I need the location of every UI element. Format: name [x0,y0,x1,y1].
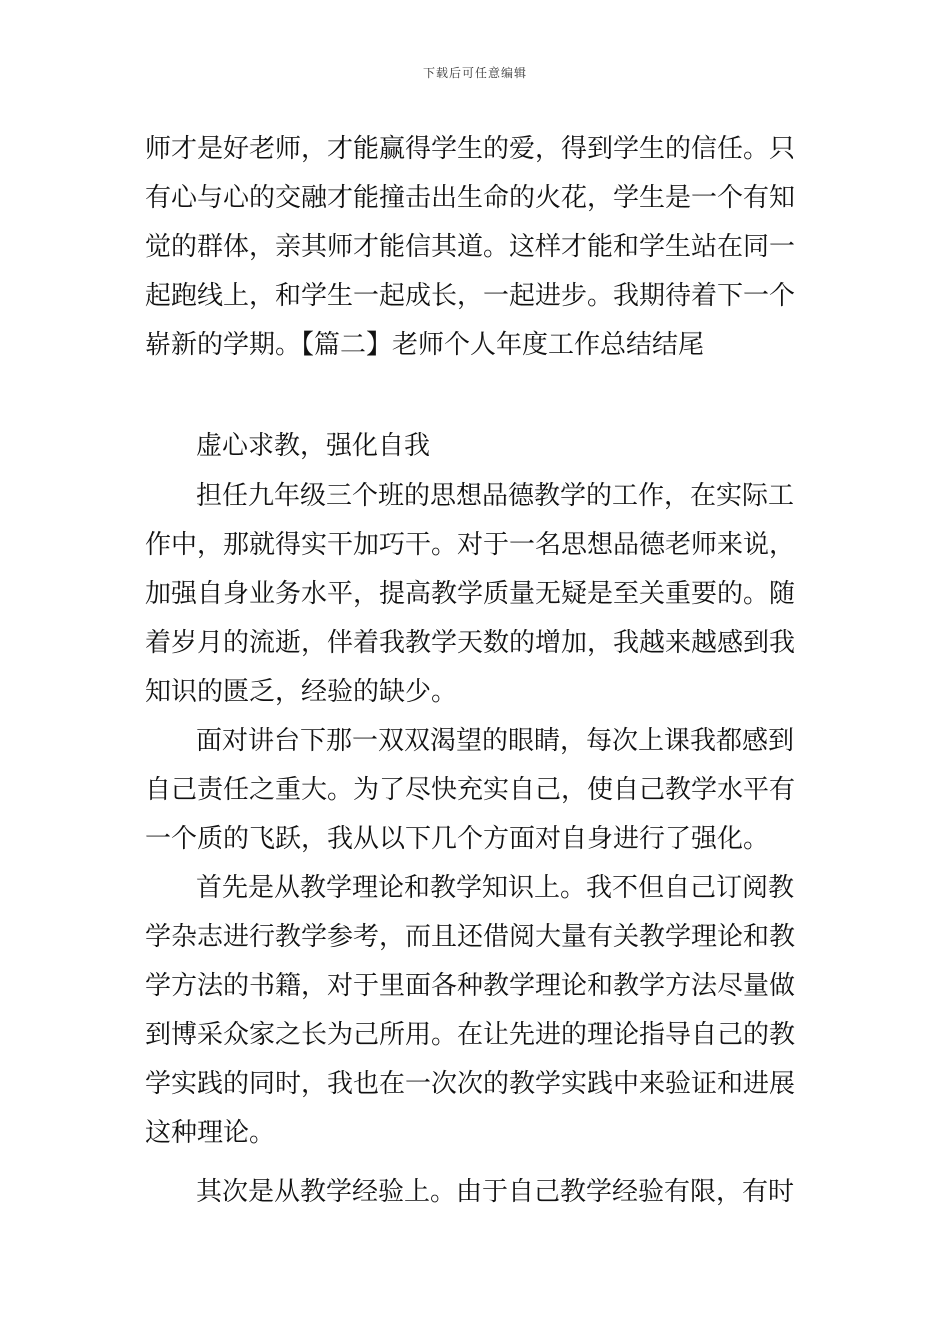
section-heading: 虚心求教，强化自我 [196,431,431,461]
text-line: 有心与心的交融才能撞击出生命的火花，学生是一个有知 [145,183,796,213]
text-line: 面对讲台下那一双双渴望的眼睛，每次上课我都感到 [196,726,795,756]
text-line: 学杂志进行教学参考，而且还借阅大量有关教学理论和教 [145,922,796,952]
text-line: 知识的匮乏，经验的缺少。 [145,677,458,707]
text-line: 作中，那就得实干加巧干。对于一名思想品德老师来说， [145,530,796,560]
text-line: 崭新的学期。【篇二】老师个人年度工作总结结尾 [145,330,705,360]
page-header: 下载后可任意编辑 [422,66,527,80]
text-line: 学实践的同时，我也在一次次的教学实践中来验证和进展 [145,1069,796,1099]
text-line: 学方法的书籍，对于里面各种教学理论和教学方法尽量做 [145,971,796,1001]
text-line: 其次是从教学经验上。由于自己教学经验有限，有时 [196,1177,795,1207]
text-line: 师才是好老师，才能赢得学生的爱，得到学生的信任。只 [145,134,796,164]
text-line: 觉的群体，亲其师才能信其道。这样才能和学生站在同一 [145,232,796,262]
text-line: 自己责任之重大。为了尽快充实自己，使自己教学水平有 [145,775,796,805]
text-line: 这种理论。 [145,1118,276,1148]
text-line: 首先是从教学理论和教学知识上。我不但自己订阅教 [196,873,795,903]
text-line: 到博采众家之长为己所用。在让先进的理论指导自己的教 [145,1020,796,1050]
text-line: 加强自身业务水平，提高教学质量无疑是至关重要的。随 [145,579,796,609]
text-line: 起跑线上，和学生一起成长，一起进步。我期待着下一个 [145,281,796,311]
text-line: 一个质的飞跃，我从以下几个方面对自身进行了强化。 [145,824,770,854]
text-line: 着岁月的流逝，伴着我教学天数的增加，我越来越感到我 [145,628,796,658]
text-line: 担任九年级三个班的思想品德教学的工作，在实际工 [196,481,795,511]
